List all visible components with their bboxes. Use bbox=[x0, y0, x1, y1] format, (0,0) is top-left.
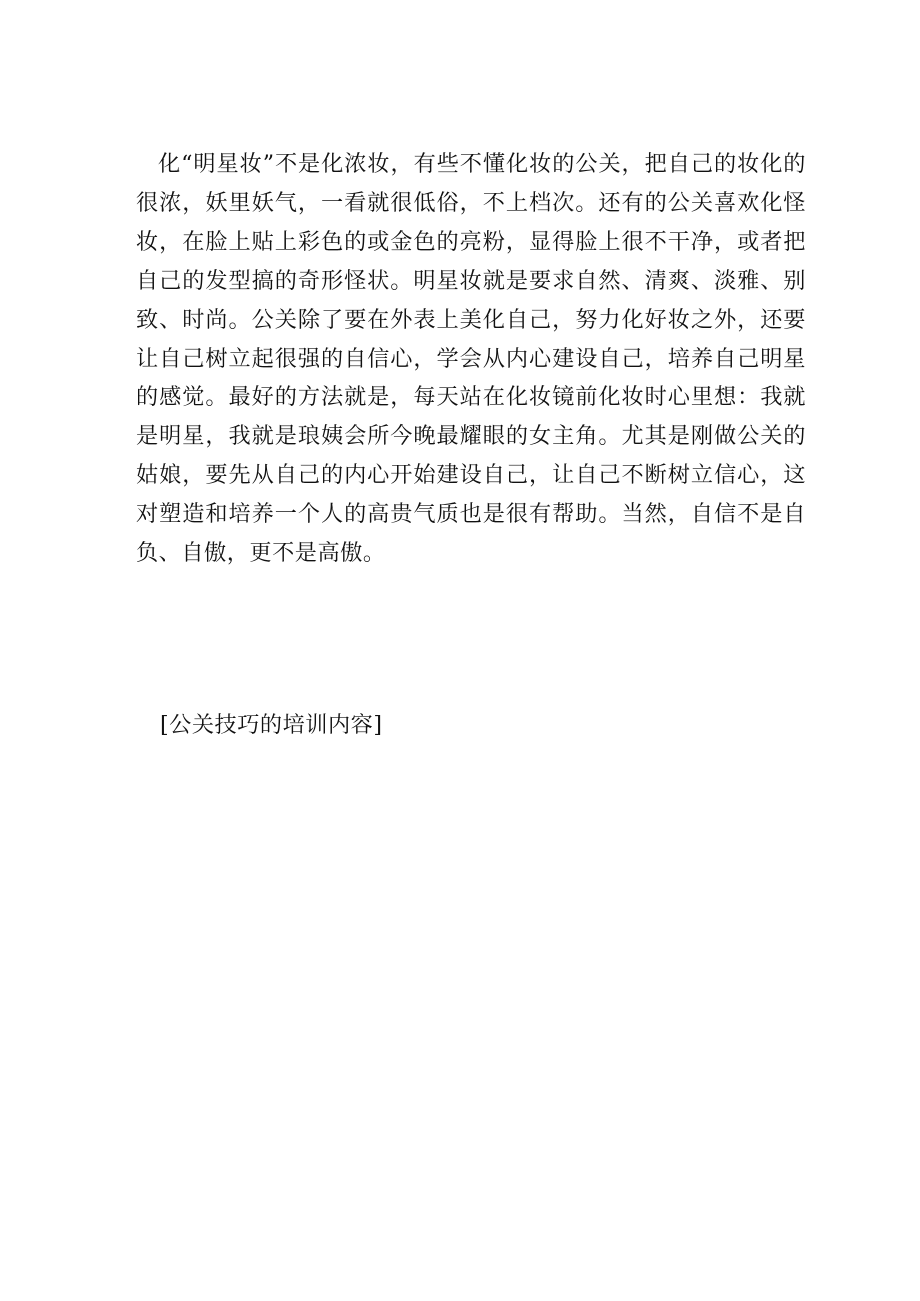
section-heading: [公关技巧的培训内容] bbox=[160, 712, 383, 738]
body-paragraph: 化“明星妆”不是化浓妆，有些不懂化妆的公关，把自己的妆化的很浓，妖里妖气，一看就很低俗，不上档次。还有的公关喜欢化怪妆，在脸上贴上彩色的或金色的亮粉，显得脸上很不干净，或者把自己的发型搞的奇形怪状。明星妆就是要求自然、清爽、淡雅、别致、时尚。公关除了要在外表上美化自己，努力化好妆之外，还要让自己树立起很强的自信心，学会从内心建设自己，培养自己明星的感觉。最好的方法就是，每天站在化妆镜前化妆时心里想：我就是明星，我就是琅姨会所今晚最耀眼的女主角。尤其是刚做公关的姑娘，要先从自己的内心开始建设自己，让自己不断树立信心，这对塑造和培养一个人的高贵气质也是很有帮助。当然，自信不是自负、自傲，更不是高傲。 bbox=[136, 151, 806, 567]
